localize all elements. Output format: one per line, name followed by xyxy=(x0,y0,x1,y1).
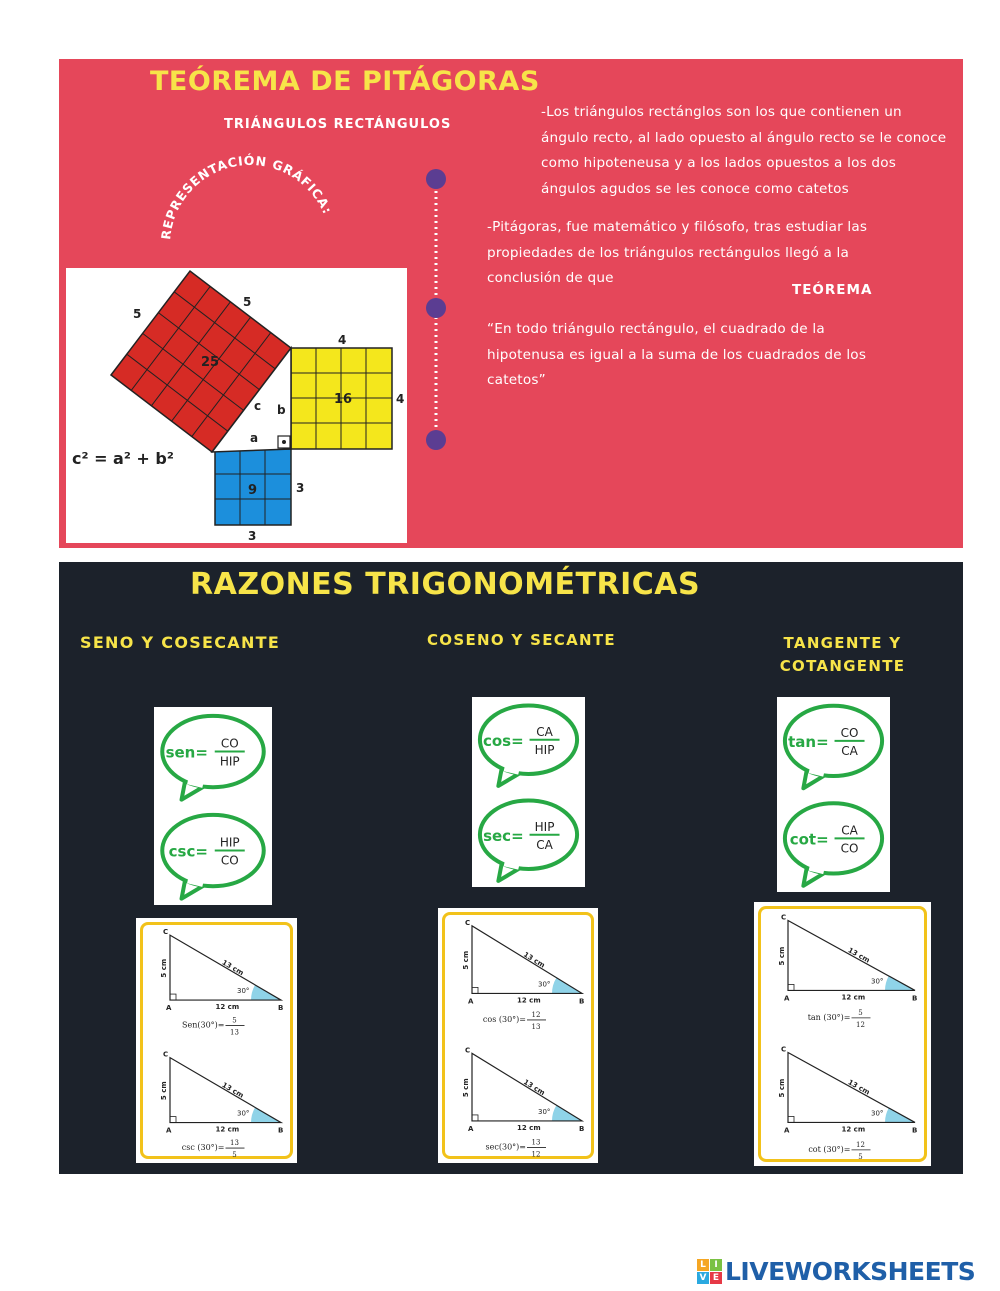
bubble-denominator: CO xyxy=(840,841,859,856)
bubble-denominator: HIP xyxy=(219,754,240,769)
blue-area: 9 xyxy=(248,483,258,498)
svg-text:REPRESENTACIÓN GRÁFICA: xyxy=(158,153,335,240)
angle-label: 30° xyxy=(538,980,551,989)
bubble-card-coseno xyxy=(472,697,585,887)
ratio-numerator: 5 xyxy=(232,1016,237,1025)
side-length: 5 cm xyxy=(160,958,168,978)
logo-mark-i: I xyxy=(710,1259,722,1271)
logo-mark-e: E xyxy=(710,1272,722,1284)
subtitle-triangulos: TRIÁNGULOS RECTÁNGULOS xyxy=(224,117,452,132)
ratio-expression: csc (30°)= xyxy=(181,1143,225,1153)
ratio-expression: cos (30°)= xyxy=(482,1014,526,1024)
bubble-numerator: HIP xyxy=(534,819,555,834)
liveworksheets-logo xyxy=(697,1257,975,1285)
speech-bubble xyxy=(480,801,577,881)
theorem-quote: “En todo triángulo rectángulo, el cuadrado de la hipotenusa es igual a la suma de los cuadrados de los catetos” xyxy=(487,321,867,388)
red-side-top: 5 xyxy=(243,295,252,309)
hypotenuse-length: 13 cm xyxy=(220,958,245,978)
base-length: 12 cm xyxy=(841,1125,866,1134)
bubble-function: tan= xyxy=(788,732,829,751)
angle-label: 30° xyxy=(871,977,884,986)
pythagoras-diagram-svg xyxy=(66,268,407,543)
vertex-a: A xyxy=(166,1004,172,1013)
blue-side-bottom: 3 xyxy=(248,529,257,543)
bubble-function: cos= xyxy=(482,731,524,750)
pythagoras-title: TEÓREMA DE PITÁGORAS xyxy=(150,66,540,97)
ratio-denominator: 5 xyxy=(232,1151,237,1160)
trig-title: RAZONES TRIGONOMÉTRICAS xyxy=(190,567,701,602)
bubble-numerator: CO xyxy=(840,725,859,740)
paragraph-definition: -Los triángulos rectánglos son los que contienen un ángulo recto, al lado opuesto al ángulo recto se le conoce como hipoteneusa y a los lados opuestos a los dos ángulos agudos se les conoce como catetos xyxy=(541,104,947,197)
ratio-numerator: 12 xyxy=(531,1010,541,1019)
ratio-numerator: 5 xyxy=(858,1008,863,1017)
example-triangle xyxy=(160,1051,283,1159)
logo-text: LIVEWORKSHEETS xyxy=(725,1256,976,1286)
base-length: 12 cm xyxy=(215,1125,240,1134)
angle-label: 30° xyxy=(871,1109,884,1118)
label-a: a xyxy=(250,431,259,445)
ratio-expression: Sen(30°)= xyxy=(182,1020,225,1030)
bubble-card-tangente xyxy=(777,697,890,892)
example-triangle xyxy=(160,928,283,1036)
label-c: c xyxy=(254,399,262,413)
ratio-expression: tan (30°)= xyxy=(807,1012,851,1022)
paragraph-pitagoras: -Pitágoras, fue matemático y filósofo, tras estudiar las propiedades de los triángulos rectángulos llegó a la conclusión de que xyxy=(487,219,868,286)
vertex-a: A xyxy=(166,1126,172,1135)
hypotenuse-length: 13 cm xyxy=(846,946,872,965)
ratio-numerator: 13 xyxy=(230,1139,239,1148)
vertex-c: C xyxy=(781,913,787,922)
pythagoras-diagram xyxy=(66,268,407,543)
side-length: 5 cm xyxy=(778,946,786,966)
vertex-b: B xyxy=(579,997,585,1006)
bubble-function: sen= xyxy=(165,743,208,762)
base-length: 12 cm xyxy=(841,993,866,1002)
logo-mark-v: V xyxy=(697,1272,709,1284)
vertex-c: C xyxy=(465,1046,471,1055)
base-length: 12 cm xyxy=(517,996,541,1005)
vertex-c: C xyxy=(163,1050,169,1059)
example-triangle xyxy=(462,1046,584,1158)
speech-bubble xyxy=(480,706,577,786)
vertex-b: B xyxy=(912,994,918,1003)
heading-seno: SENO Y COSECANTE xyxy=(80,633,281,652)
vertex-a: A xyxy=(468,1124,474,1133)
vertex-c: C xyxy=(781,1045,787,1054)
ratio-numerator: 12 xyxy=(856,1140,865,1149)
side-length: 5 cm xyxy=(160,1081,168,1101)
hypotenuse-length: 13 cm xyxy=(521,1078,547,1098)
bubble-numerator: CO xyxy=(220,736,239,751)
speech-bubble xyxy=(162,815,263,899)
side-length: 5 cm xyxy=(462,1078,470,1098)
teorema-label: TEÓREMA xyxy=(792,282,873,298)
bubble-function: sec= xyxy=(483,826,524,845)
red-area: 25 xyxy=(201,355,220,370)
side-length: 5 cm xyxy=(778,1078,786,1098)
bubble-function: csc= xyxy=(168,842,208,861)
base-length: 12 cm xyxy=(215,1003,240,1012)
logo-mark-l: L xyxy=(697,1259,709,1271)
yellow-side-right: 4 xyxy=(396,392,405,406)
timeline-dot-2 xyxy=(426,298,446,318)
speech-bubble xyxy=(785,803,882,885)
bubble-denominator: CO xyxy=(220,853,239,868)
bubble-denominator: CA xyxy=(536,837,553,852)
base-length: 12 cm xyxy=(517,1123,541,1132)
speech-bubble xyxy=(162,716,263,800)
vertex-a: A xyxy=(784,1126,790,1135)
vertex-b: B xyxy=(912,1126,918,1135)
example-card-coseno xyxy=(438,908,598,1163)
example-card-tangente xyxy=(754,902,931,1166)
arc-label xyxy=(148,145,348,255)
example-svg xyxy=(438,908,598,1163)
bubble-denominator: HIP xyxy=(534,742,555,757)
ratio-denominator: 12 xyxy=(856,1020,865,1029)
ratio-denominator: 5 xyxy=(858,1152,863,1161)
example-svg xyxy=(754,902,931,1166)
angle-label: 30° xyxy=(237,987,250,996)
label-b: b xyxy=(277,403,286,417)
logo-mark xyxy=(697,1259,722,1284)
bubble-card-seno xyxy=(154,707,272,905)
example-triangle xyxy=(778,913,917,1028)
example-triangle xyxy=(462,919,584,1031)
ratio-numerator: 13 xyxy=(531,1138,541,1147)
hypotenuse-length: 13 cm xyxy=(220,1080,245,1100)
angle-label: 30° xyxy=(538,1107,551,1116)
bubble-svg xyxy=(154,707,272,905)
bubble-numerator: CA xyxy=(841,823,858,838)
ratio-denominator: 13 xyxy=(230,1028,239,1037)
arc-label-text: REPRESENTACIÓN GRÁFICA: xyxy=(158,152,336,241)
vertex-a: A xyxy=(468,997,474,1006)
formula: c² = a² + b² xyxy=(72,449,174,468)
vertex-b: B xyxy=(579,1124,585,1133)
bubble-function: cot= xyxy=(789,830,829,849)
speech-bubble xyxy=(785,706,882,788)
angle-label: 30° xyxy=(237,1109,250,1118)
hypotenuse-length: 13 cm xyxy=(846,1078,872,1097)
blue-side-right: 3 xyxy=(296,481,305,495)
vertex-c: C xyxy=(163,928,169,937)
example-triangle xyxy=(778,1045,917,1160)
example-svg xyxy=(136,918,297,1163)
side-length: 5 cm xyxy=(462,950,470,970)
bubble-svg xyxy=(777,697,890,892)
yellow-area: 16 xyxy=(334,392,353,407)
heading-coseno: COSENO Y SECANTE xyxy=(427,631,616,649)
timeline xyxy=(420,165,452,455)
hypotenuse-length: 13 cm xyxy=(521,950,547,970)
ratio-expression: cot (30°)= xyxy=(808,1144,851,1154)
ratio-denominator: 13 xyxy=(531,1022,541,1031)
timeline-dot-3 xyxy=(426,430,446,450)
red-side-left: 5 xyxy=(133,307,142,321)
ratio-expression: sec(30°)= xyxy=(485,1142,526,1152)
vertex-b: B xyxy=(278,1126,284,1135)
bubble-denominator: CA xyxy=(841,743,858,758)
ratio-denominator: 12 xyxy=(531,1150,541,1159)
bubble-svg xyxy=(472,697,585,887)
timeline-dot-1 xyxy=(426,169,446,189)
example-card-seno xyxy=(136,918,297,1163)
bubble-numerator: HIP xyxy=(219,835,240,850)
bubble-numerator: CA xyxy=(536,724,553,739)
yellow-side-top: 4 xyxy=(338,333,347,347)
vertex-b: B xyxy=(278,1004,284,1013)
vertex-c: C xyxy=(465,918,471,927)
heading-tangente: TANGENTE Y COTANGENTE xyxy=(779,634,906,675)
vertex-a: A xyxy=(784,994,790,1003)
